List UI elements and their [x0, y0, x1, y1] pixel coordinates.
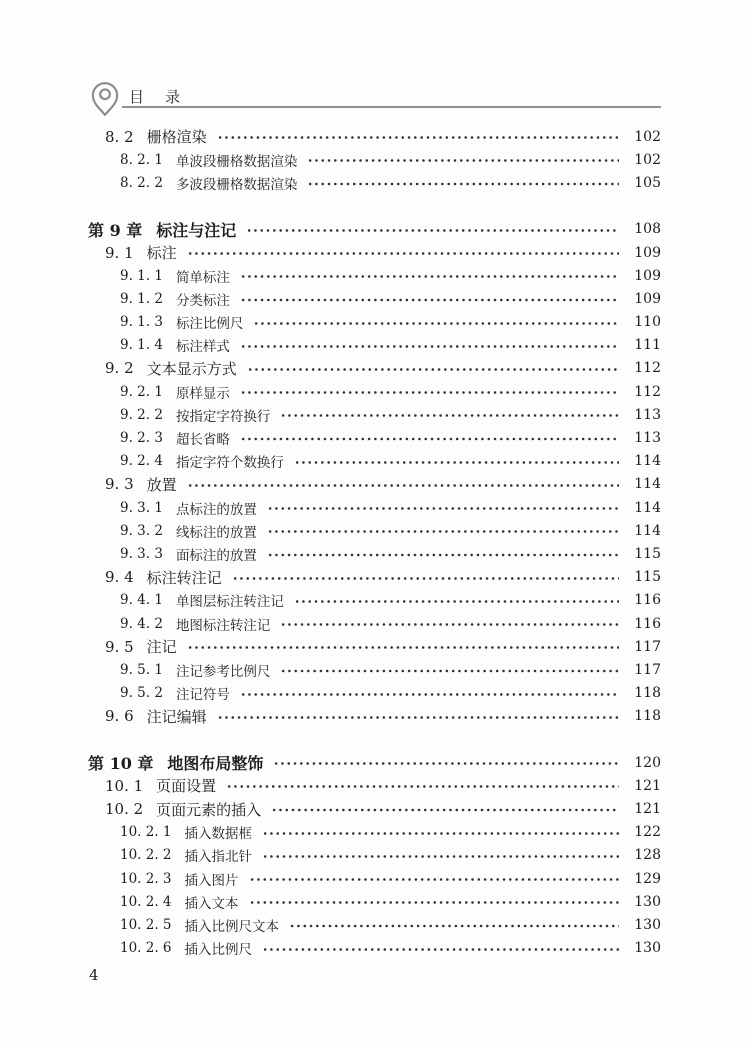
toc-entry-title: 面标注的放置: [175, 547, 257, 564]
dot-leader: [248, 890, 619, 913]
toc-entry-title: 标注比例尺: [175, 316, 244, 333]
toc-entry-page: 114: [634, 476, 661, 493]
toc-entry: [88, 403, 661, 426]
dot-leader: [186, 473, 619, 496]
toc-entry-title: 原样显示: [175, 385, 230, 402]
toc-entry-number: 9. 3. 3: [120, 545, 163, 562]
toc-entry-title: 文本显示方式: [146, 359, 237, 378]
toc-entry-number: 9. 2. 1: [120, 383, 163, 400]
toc-entry-page: 129: [634, 870, 661, 887]
dot-leader: [266, 519, 619, 542]
toc-entry: [88, 148, 661, 171]
toc-entry-page: 114: [634, 453, 661, 470]
toc-entry: [88, 937, 661, 960]
toc-entry-number: 9. 4: [105, 568, 134, 587]
toc-entry-page: 118: [634, 685, 661, 702]
dot-leader: [261, 937, 619, 960]
dot-leader: [216, 705, 619, 728]
dot-leader: [261, 821, 619, 844]
toc-entry-title: 分类标注: [175, 292, 230, 309]
dot-leader: [239, 264, 619, 287]
toc-entry-number: 10. 2: [105, 800, 144, 819]
toc-entry: [88, 450, 661, 473]
dot-leader: [252, 311, 619, 334]
toc-entry-number: 8. 2. 2: [120, 174, 163, 191]
toc-entry-number: 8. 2. 1: [120, 151, 163, 168]
toc-entry: [88, 287, 661, 310]
toc-entry: [88, 218, 661, 241]
toc-entry-page: 109: [634, 244, 661, 261]
toc-entry-title: 插入指北针: [184, 849, 253, 866]
toc-entry-page: 128: [634, 847, 661, 864]
toc-entry-number: 10. 2. 4: [120, 893, 172, 910]
toc-entry-number: 10. 2. 2: [120, 847, 172, 864]
toc-entry-page: 122: [634, 824, 661, 841]
toc-entry: [88, 751, 661, 774]
toc-entry-title: 注记符号: [175, 687, 230, 704]
toc-entry-title: 标注: [146, 244, 177, 263]
toc-entry-page: 121: [634, 801, 661, 818]
dot-leader: [239, 380, 619, 403]
footer-page-number: 4: [89, 966, 99, 984]
toc-entry-title: 单图层标注转注记: [175, 594, 284, 611]
toc-entry-title: 插入文本: [184, 895, 239, 912]
toc-entry-title: 简单标注: [175, 269, 230, 286]
toc-entry-page: 113: [634, 430, 661, 447]
toc-entry-title: 指定字符个数换行: [175, 455, 284, 472]
dot-leader: [306, 171, 619, 194]
toc-entry-page: 118: [634, 708, 661, 725]
toc-entry-number: 9. 2: [105, 359, 134, 378]
toc-entry-page: 117: [634, 661, 661, 678]
toc-entry: [88, 705, 661, 728]
dot-leader: [279, 403, 619, 426]
toc-entry-number: 9. 1. 3: [120, 314, 163, 331]
toc-entry-title: 栅格渲染: [146, 128, 207, 147]
toc-entry-title: 标注样式: [175, 339, 230, 356]
toc-entry-title: 超长省略: [175, 432, 230, 449]
dot-leader: [306, 148, 619, 171]
toc-entry-page: 108: [634, 221, 661, 238]
toc-entry-page: 114: [634, 522, 661, 539]
toc-entry-title: 注记编辑: [146, 707, 207, 726]
toc-entry: [88, 264, 661, 287]
toc-entry: [88, 890, 661, 913]
dot-leader: [186, 241, 619, 264]
dot-leader: [216, 125, 619, 148]
toc-entry: [88, 496, 661, 519]
dot-leader: [279, 612, 619, 635]
toc-entry-number: 10. 1: [105, 776, 144, 795]
toc-entry: [88, 821, 661, 844]
dot-leader: [293, 450, 619, 473]
toc-entry-number: 9. 5: [105, 637, 134, 656]
toc-entry: [88, 635, 661, 658]
dot-leader: [279, 658, 619, 681]
dot-leader: [239, 334, 619, 357]
toc-entry-page: 115: [634, 569, 661, 586]
toc-entry-title: 地图标注转注记: [175, 617, 271, 634]
toc-entry-page: 111: [634, 337, 661, 354]
toc-entry-title: 地图布局整饰: [167, 754, 264, 774]
toc-entry-title: 插入图片: [184, 872, 239, 889]
toc-entry: [88, 589, 661, 612]
toc-entry: [88, 519, 661, 542]
toc-entry: [88, 612, 661, 635]
dot-leader: [272, 751, 619, 774]
toc-entry-number: 10. 2. 3: [120, 870, 172, 887]
toc-entry-number: 9. 1. 4: [120, 337, 163, 354]
dot-leader: [239, 682, 619, 705]
toc-entry: [88, 311, 661, 334]
toc-entry-title: 注记参考比例尺: [175, 663, 271, 680]
toc-entry: [88, 774, 661, 797]
toc-entry-number: 9. 3. 2: [120, 522, 163, 539]
toc-entry-number: 9. 1. 2: [120, 290, 163, 307]
toc-entry-number: 9. 5. 2: [120, 685, 163, 702]
toc-entry-number: 9. 3: [105, 475, 134, 494]
toc-entry: [88, 844, 661, 867]
toc-entry-title: 单波段栅格数据渲染: [175, 153, 298, 170]
toc-list: [88, 125, 661, 960]
toc-entry-number: 9. 3. 1: [120, 499, 163, 516]
toc-entry: [88, 241, 661, 264]
toc-entry-page: 120: [634, 754, 661, 771]
toc-entry: [88, 334, 661, 357]
toc-entry-page: 115: [634, 545, 661, 562]
toc-entry-number: 9. 4. 2: [120, 615, 163, 632]
toc-entry-number: 9. 5. 1: [120, 661, 163, 678]
dot-leader: [266, 496, 619, 519]
toc-entry: [88, 682, 661, 705]
toc-entry-title: 标注转注记: [146, 568, 222, 587]
dot-leader: [266, 542, 619, 565]
dot-leader: [239, 426, 619, 449]
dot-leader: [261, 844, 619, 867]
toc-entry-title: 页面元素的插入: [156, 800, 262, 819]
toc-entry-page: 130: [634, 893, 661, 910]
toc-entry-number: 10. 2. 5: [120, 916, 172, 933]
toc-entry-page: 110: [634, 314, 661, 331]
toc-entry-page: 130: [634, 940, 661, 957]
toc-entry-title: 注记: [146, 638, 177, 657]
dot-leader: [270, 797, 619, 820]
toc-entry: [88, 380, 661, 403]
toc-entry-page: 113: [634, 406, 661, 423]
toc-entry: [88, 658, 661, 681]
toc-entry-page: 121: [634, 777, 661, 794]
dot-leader: [245, 218, 619, 241]
dot-leader: [288, 913, 619, 936]
toc-entry-number: 9. 1: [105, 243, 134, 262]
toc-entry-page: 114: [634, 499, 661, 516]
dot-leader: [186, 635, 619, 658]
toc-entry-page: 116: [634, 615, 661, 632]
toc-entry-title: 线标注的放置: [175, 524, 257, 541]
toc-entry-page: 105: [634, 174, 661, 191]
toc-entry-page: 116: [634, 592, 661, 609]
location-pin-icon: [86, 80, 124, 118]
toc-entry-title: 放置: [146, 475, 177, 494]
toc-entry-title: 点标注的放置: [175, 501, 257, 518]
toc-entry-page: 117: [634, 638, 661, 655]
toc-entry-number: 9. 1. 1: [120, 267, 163, 284]
toc-entry-number: 10. 2. 6: [120, 940, 172, 957]
page-title: 目 录: [129, 88, 184, 106]
toc-entry: [88, 797, 661, 820]
toc-entry-number: 9. 2. 2: [120, 406, 163, 423]
toc-entry-title: 多波段栅格数据渲染: [175, 176, 298, 193]
dot-leader: [231, 566, 619, 589]
toc-entry-number: 第 9 章: [88, 220, 143, 240]
toc-entry-page: 112: [634, 360, 661, 377]
toc-entry-number: 8. 2: [105, 127, 134, 146]
toc-entry: [88, 473, 661, 496]
toc-entry: [88, 171, 661, 194]
toc-entry: [88, 125, 661, 148]
toc-entry-title: 标注与注记: [156, 220, 237, 240]
toc-entry-page: 109: [634, 290, 661, 307]
toc-entry-page: 109: [634, 267, 661, 284]
toc-entry-page: 130: [634, 916, 661, 933]
toc-entry-page: 102: [634, 128, 661, 145]
toc-entry-page: 112: [634, 383, 661, 400]
toc-entry-title: 插入比例尺: [184, 942, 253, 959]
toc-entry-page: 102: [634, 151, 661, 168]
dot-leader: [293, 589, 619, 612]
dot-leader: [225, 774, 619, 797]
toc-entry-number: 9. 4. 1: [120, 592, 163, 609]
toc-entry-title: 页面设置: [156, 777, 217, 796]
toc-entry-title: 按指定字符换行: [175, 408, 271, 425]
dot-leader: [246, 357, 619, 380]
toc-entry: [88, 566, 661, 589]
toc-entry: [88, 426, 661, 449]
toc-entry: [88, 867, 661, 890]
toc-entry: [88, 913, 661, 936]
toc-entry-number: 第 10 章: [88, 754, 154, 774]
dot-leader: [248, 867, 619, 890]
toc-entry-number: 9. 2. 3: [120, 430, 163, 447]
toc-entry-number: 9. 6: [105, 707, 134, 726]
toc-entry-number: 10. 2. 1: [120, 824, 172, 841]
toc-entry-title: 插入比例尺文本: [184, 918, 280, 935]
header-divider: [122, 106, 661, 108]
toc-entry: [88, 542, 661, 565]
dot-leader: [239, 287, 619, 310]
toc-entry-number: 9. 2. 4: [120, 453, 163, 470]
toc-entry: [88, 357, 661, 380]
toc-entry-title: 插入数据框: [184, 826, 253, 843]
